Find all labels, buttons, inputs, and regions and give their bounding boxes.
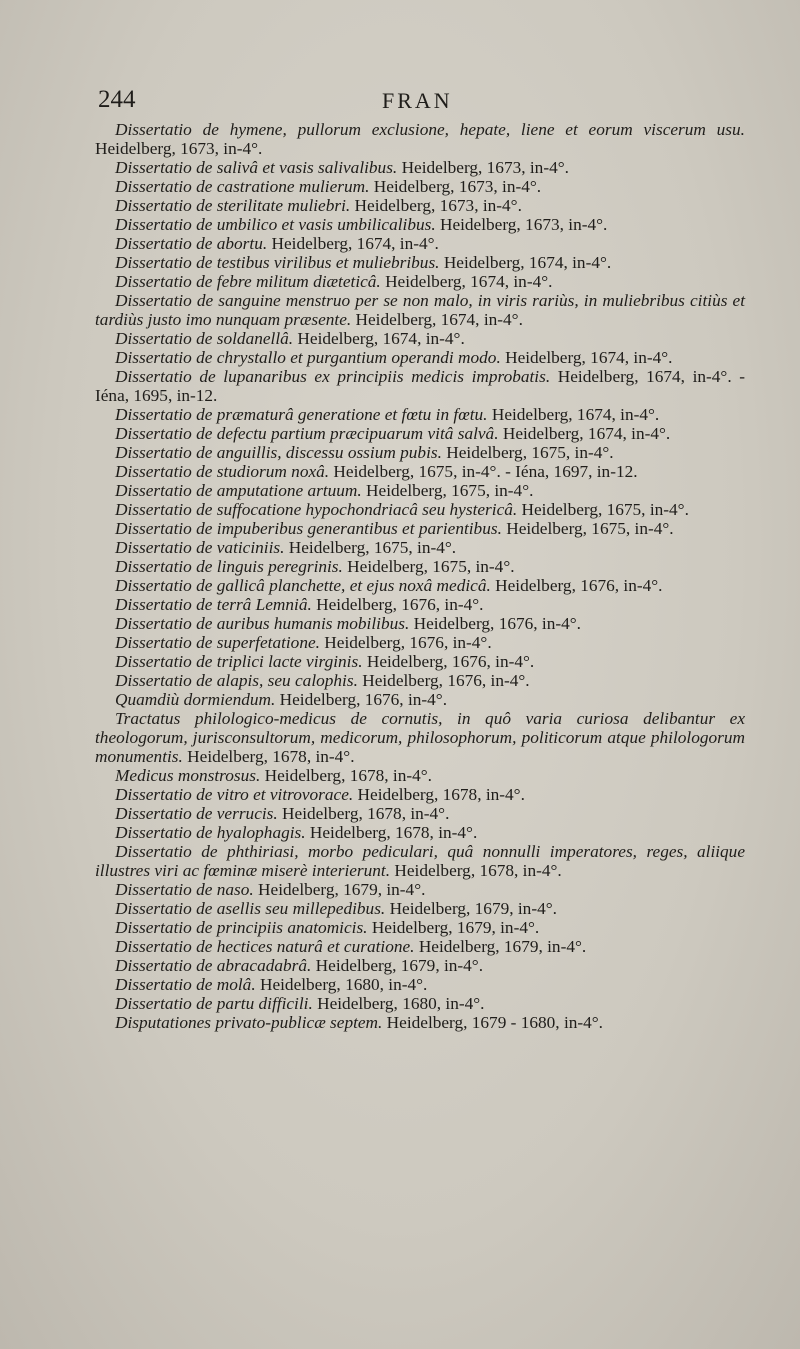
entry-title: Dissertatio de principiis anatomicis. (115, 918, 368, 937)
entry-title: Dissertatio de defectu partium præcipuarum vitâ salvâ. (115, 424, 499, 443)
entry-imprint: Heidelberg, 1679, in-4°. (367, 918, 540, 937)
entry-title: Dissertatio de hectices naturâ et curatione. (115, 937, 415, 956)
entry-title: Dissertatio de sanguine menstruo per se non malo, in viris rariùs, in muliebribus citiùs et tardiùs justo imo nunquam præsente. (95, 291, 745, 329)
entry-title: Dissertatio de auribus humanis mobilibus. (115, 614, 410, 633)
entry-imprint: Heidelberg, 1678, in-4°. (353, 785, 525, 804)
entry-imprint: Heidelberg, 1676, in-4°. (319, 633, 492, 652)
entry-title: Dissertatio de hymene, pullorum exclusione, hepate, liene et eorum viscerum usu. (115, 120, 745, 139)
bibliography-entry (95, 234, 745, 253)
bibliography-entry (95, 215, 745, 234)
entry-title: Medicus monstrosus. (115, 766, 261, 785)
running-title: FRAN (382, 88, 453, 113)
entry-title: Dissertatio de alapis, seu calophis. (115, 671, 358, 690)
entry-title: Dissertatio de chrystallo et purgantium operandi modo. (115, 348, 501, 367)
entry-imprint: Heidelberg, 1678, in-4°. (277, 804, 450, 823)
entry-imprint: Heidelberg, 1675, in-4°. - Iéna, 1697, in-12. (329, 462, 638, 481)
entry-title: Dissertatio de testibus virilibus et muliebribus. (115, 253, 440, 272)
entry-imprint: Heidelberg, 1680, in-4°. (255, 975, 428, 994)
bibliography-entry (95, 120, 745, 158)
entry-imprint: Heidelberg, 1675, in-4°. (342, 557, 515, 576)
entry-imprint: Heidelberg, 1674, in-4°. (487, 405, 660, 424)
bibliography-entry (95, 614, 745, 633)
entry-imprint: Heidelberg, 1674, in-4°. (351, 310, 523, 329)
bibliography-entry (95, 177, 745, 196)
bibliography-entry (95, 633, 745, 652)
entry-imprint: Heidelberg, 1679, in-4°. (311, 956, 484, 975)
entry-title: Dissertatio de abracadabrâ. (115, 956, 312, 975)
entry-imprint: Heidelberg, 1676, in-4°. (409, 614, 581, 633)
bibliography-entry (95, 842, 745, 880)
bibliography-entry (95, 329, 745, 348)
entry-title: Dissertatio de superfetatione. (115, 633, 320, 652)
entry-imprint: Heidelberg, 1678, in-4°. (390, 861, 562, 880)
entry-imprint: Heidelberg, 1674, in-4°. (293, 329, 465, 348)
bibliography-entry (95, 500, 745, 519)
entry-imprint: Heidelberg, 1673, in-4°. (369, 177, 542, 196)
entry-title: Dissertatio de lupanaribus ex principiis medicis improbatis. (115, 367, 551, 386)
bibliography-entry (95, 709, 745, 766)
bibliography-entry (95, 899, 745, 918)
entry-imprint: Heidelberg, 1673, in-4°. (397, 158, 569, 177)
bibliography-entry (95, 253, 745, 272)
entry-imprint: Heidelberg, 1676, in-4°. (311, 595, 484, 614)
entry-imprint: Heidelberg, 1679 - 1680, in-4°. (382, 1013, 604, 1032)
entry-title: Dissertatio de vitro et vitrovorace. (115, 785, 354, 804)
entry-imprint: Heidelberg, 1675, in-4°. (441, 443, 614, 462)
entry-imprint: Heidelberg, 1676, in-4°. (357, 671, 530, 690)
entry-imprint: Heidelberg, 1673, in-4°. (350, 196, 522, 215)
entry-title: Dissertatio de terrâ Lemniâ. (115, 595, 312, 614)
entry-title: Dissertatio de linguis peregrinis. (115, 557, 343, 576)
entry-title: Dissertatio de hyalophagis. (115, 823, 306, 842)
bibliography-entry (95, 158, 745, 177)
entry-title: Dissertatio de anguillis, discessu ossium pubis. (115, 443, 442, 462)
entry-imprint: Heidelberg, 1678, in-4°. (305, 823, 478, 842)
entry-title: Dissertatio de suffocatione hypochondriacâ seu hystericâ. (115, 500, 518, 519)
entry-imprint: Heidelberg, 1676, in-4°. (275, 690, 448, 709)
bibliography-entry (95, 405, 745, 424)
entry-imprint: Heidelberg, 1674, in-4°. - Iéna, 1695, in-12. (95, 367, 745, 405)
bibliography-entry (95, 1013, 745, 1032)
entry-title: Dissertatio de gallicâ planchette, et ejus noxâ medicâ. (115, 576, 491, 595)
entry-title: Disputationes privato-publicæ septem. (115, 1013, 383, 1032)
bibliography-entry (95, 367, 745, 405)
entry-imprint: Heidelberg, 1679, in-4°. (253, 880, 426, 899)
bibliography-entry (95, 785, 745, 804)
bibliography-entry (95, 918, 745, 937)
entry-imprint: Heidelberg, 1674, in-4°. (498, 424, 671, 443)
bibliography-entry (95, 956, 745, 975)
entry-title: Quamdiù dormiendum. (115, 690, 276, 709)
entry-imprint: Heidelberg, 1675, in-4°. (361, 481, 534, 500)
bibliography-entry (95, 823, 745, 842)
entry-title: Tractatus philologico-medicus de cornutis, in quô varia curiosa delibantur ex theologorum, jurisconsultorum, medicorum, philosophorum, politicorum atque philologorum monumentis. (95, 709, 745, 766)
bibliography-entry (95, 576, 745, 595)
entry-imprint: Heidelberg, 1678, in-4°. (260, 766, 432, 785)
entry-imprint: Heidelberg, 1675, in-4°. (501, 519, 674, 538)
bibliography-entry (95, 538, 745, 557)
entry-title: Dissertatio de febre militum diæteticâ. (115, 272, 381, 291)
bibliography-list (95, 120, 745, 1032)
bibliography-entry (95, 519, 745, 538)
entry-title: Dissertatio de præmaturâ generatione et fœtu in fœtu. (115, 405, 488, 424)
entry-title: Dissertatio de soldanellâ. (115, 329, 294, 348)
bibliography-entry (95, 652, 745, 671)
entry-imprint: Heidelberg, 1675, in-4°. (284, 538, 457, 557)
entry-title: Dissertatio de castratione mulierum. (115, 177, 370, 196)
entry-imprint: Heidelberg, 1680, in-4°. (312, 994, 485, 1013)
entry-imprint: Heidelberg, 1676, in-4°. (362, 652, 535, 671)
entry-imprint: Heidelberg, 1676, in-4°. (490, 576, 663, 595)
bibliography-entry (95, 196, 745, 215)
entry-imprint: Heidelberg, 1674, in-4°. (267, 234, 439, 253)
entry-title: Dissertatio de vaticiniis. (115, 538, 285, 557)
bibliography-entry (95, 348, 745, 367)
bibliography-entry (95, 975, 745, 994)
bibliography-entry (95, 424, 745, 443)
entry-imprint: Heidelberg, 1674, in-4°. (439, 253, 612, 272)
entry-title: Dissertatio de naso. (115, 880, 254, 899)
bibliography-entry (95, 595, 745, 614)
entry-imprint: Heidelberg, 1674, in-4°. (380, 272, 553, 291)
entry-title: Dissertatio de impuberibus generantibus et parientibus. (115, 519, 502, 538)
bibliography-entry (95, 994, 745, 1013)
entry-imprint: Heidelberg, 1679, in-4°. (414, 937, 587, 956)
page-header (98, 86, 740, 120)
entry-imprint: Heidelberg, 1673, in-4°. (95, 139, 263, 158)
page-number: 244 (98, 86, 136, 113)
bibliography-entry (95, 291, 745, 329)
bibliography-entry (95, 804, 745, 823)
bibliography-entry (95, 443, 745, 462)
entry-imprint: Heidelberg, 1675, in-4°. (517, 500, 689, 519)
entry-imprint: Heidelberg, 1673, in-4°. (435, 215, 608, 234)
entry-title: Dissertatio de umbilico et vasis umbilicalibus. (115, 215, 436, 234)
entry-imprint: Heidelberg, 1674, in-4°. (500, 348, 673, 367)
bibliography-entry (95, 557, 745, 576)
bibliography-entry (95, 937, 745, 956)
entry-title: Dissertatio de abortu. (115, 234, 268, 253)
bibliography-entry (95, 272, 745, 291)
entry-title: Dissertatio de partu difficili. (115, 994, 313, 1013)
entry-title: Dissertatio de phthiriasi, morbo pediculari, quâ nonnulli imperatores, reges, aliique illustres viri ac fœminæ miserè interierunt. (95, 842, 745, 880)
bibliography-entry (95, 880, 745, 899)
entry-title: Dissertatio de asellis seu millepedibus. (115, 899, 386, 918)
entry-title: Dissertatio de sterilitate muliebri. (115, 196, 351, 215)
bibliography-entry (95, 481, 745, 500)
entry-title: Dissertatio de studiorum noxâ. (115, 462, 330, 481)
entry-imprint: Heidelberg, 1679, in-4°. (385, 899, 557, 918)
entry-title: Dissertatio de amputatione artuum. (115, 481, 362, 500)
entry-imprint: Heidelberg, 1678, in-4°. (182, 747, 355, 766)
entry-title: Dissertatio de triplici lacte virginis. (115, 652, 363, 671)
bibliography-entry (95, 690, 745, 709)
bibliography-entry (95, 766, 745, 785)
entry-title: Dissertatio de verrucis. (115, 804, 278, 823)
bibliography-entry (95, 462, 745, 481)
entry-title: Dissertatio de salivâ et vasis salivalibus. (115, 158, 398, 177)
entry-title: Dissertatio de molâ. (115, 975, 256, 994)
bibliography-entry (95, 671, 745, 690)
